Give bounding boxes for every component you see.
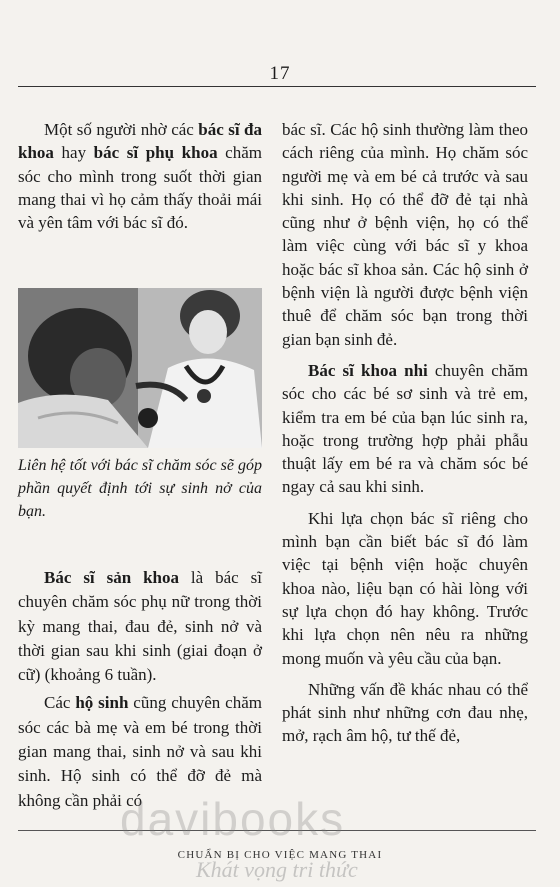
page-number: 17 (269, 63, 291, 84)
pediatrician-paragraph (282, 359, 528, 499)
term-obstetrician: Bác sĩ sản khoa (44, 568, 179, 587)
text-run: là bác sĩ chuyên chăm sóc phụ nữ trong thời kỳ mang thai, đau đẻ, sinh nở và thời gian sau khi sinh (giai đoạn ở cữ) (khoảng 6 tuần). (18, 568, 262, 685)
watermark-slogan: Khát vọng tri thức (196, 857, 358, 882)
choosing-doctor-paragraph: Khi lựa chọn bác sĩ riêng cho mình bạn cần biết bác sĩ đó làm việc tại bệnh viện hoặc chuyên khoa nào, liệu bạn có hài lòng với sự lựa chọn đó hay không. Trước khi lựa chọn nên nêu ra những mong muốn và yêu cầu của bạn. (282, 508, 528, 668)
term-pediatrician: Bác sĩ khoa nhi (308, 360, 428, 380)
midwife-continued-paragraph: bác sĩ. Các hộ sinh thường làm theo cách riêng của mình. Họ chăm sóc người mẹ và em bé cả trước và sau khi sinh. Họ có thể đỡ đẻ tại nhà cũng như ở bệnh viện, họ có thể làm việc cùng với bác sĩ y khoa hoặc bác sĩ khoa sản. Các hộ sinh ở bệnh viện là người được bệnh viện thuê để chăm sóc bạn trong thời gian bạn sinh đẻ. (282, 120, 528, 349)
left-column-intro (18, 118, 262, 234)
text-run: hay (53, 143, 94, 163)
watermark-brand: davibooks (120, 793, 346, 845)
photo-caption: Liên hệ tốt với bác sĩ chăm sóc sẽ góp phần quyết định tới sự sinh nở của bạn. (18, 457, 262, 520)
term-midwife: hộ sinh (75, 693, 129, 713)
footer-title: CHUẨN BỊ CHO VIỆC MANG THAI (177, 849, 383, 861)
intro-paragraph (18, 118, 262, 234)
header-rule (18, 86, 536, 87)
term-general-doctor: bác sĩ đa khoa (18, 120, 263, 163)
right-column (282, 118, 528, 748)
obstetrician-paragraph (18, 566, 262, 687)
issues-paragraph: Những vấn đề khác nhau có thể phát sinh như những cơn đau nhẹ, mở, rạch âm hộ, tư thế đẻ, (282, 679, 528, 746)
text-run: Các (44, 693, 76, 713)
left-column-continued (18, 566, 262, 813)
text-run: cũng chuyên chăm sóc các bà mẹ và em bé trong thời gian mang thai, sinh nở và sau khi sinh. Hộ sinh có thể đỡ đẻ mà không cần phải có (18, 693, 263, 810)
doctor-patient-photo (18, 288, 262, 448)
text-run: chăm sóc cho mình trong suốt thời gian mang thai vì họ cảm thấy thoải mái và yên tâm với bác sĩ đó. (18, 143, 262, 233)
text-run: chuyên chăm sóc cho các bé sơ sinh và trẻ em, kiểm tra em bé của bạn lúc sinh ra, hoặc trong trường hợp phải phẫu thuật lấy em bé ra và chăm sóc bé ngay cả sau khi sinh. (282, 360, 529, 497)
term-gynecologist: bác sĩ phụ khoa (93, 143, 218, 163)
photo-illustration (18, 288, 262, 448)
text-run: Một số người nhờ các (44, 120, 199, 139)
